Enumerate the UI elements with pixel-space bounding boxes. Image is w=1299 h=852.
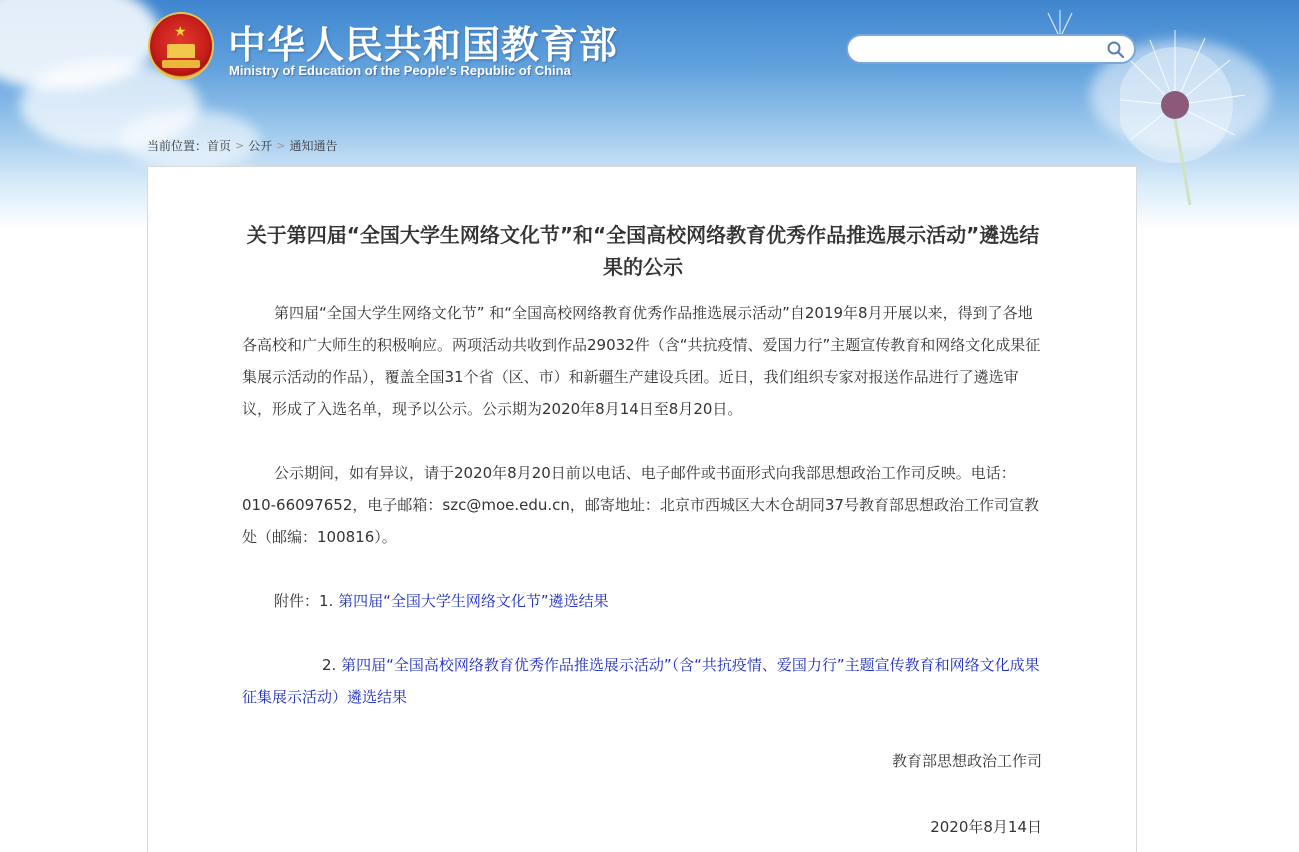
attachment-label: 附件：1. bbox=[274, 592, 339, 610]
breadcrumb-notices[interactable]: 通知通告 bbox=[289, 139, 338, 153]
attachment-1-link[interactable]: 第四届“全国大学生网络文化节”遴选结果 bbox=[338, 592, 609, 610]
breadcrumb-label: 当前位置： bbox=[147, 139, 208, 153]
attachment-2-link[interactable]: 第四届“全国高校网络教育优秀作品推选展示活动”（含“共抗疫情、爱国力行”主题宣传教育和网络文化成果征集展示活动）遴选结果 bbox=[242, 656, 1040, 706]
emblem-base bbox=[162, 60, 200, 68]
national-emblem-icon bbox=[150, 14, 212, 78]
search-box[interactable] bbox=[846, 34, 1136, 64]
attachment-2-line bbox=[242, 649, 1042, 713]
article-date: 2020年8月14日 bbox=[930, 818, 1042, 836]
search-icon[interactable] bbox=[1106, 40, 1126, 60]
article-title: 关于第四届“全国大学生网络文化节”和“全国高校网络教育优秀作品推选展示活动”遴选结果的公示 bbox=[246, 223, 1040, 279]
gate-icon bbox=[167, 44, 195, 58]
article-paragraph-2: 公示期间，如有异议，请于2020年8月20日前以电话、电子邮件或书面形式向我部思想政治工作司反映。电话：010-66097652，电子邮箱：szc@moe.edu.cn，邮寄地址：北京市西城区大木仓胡同37号教育部思想政治工作司宣教处（邮编：100816）。 bbox=[242, 464, 1039, 546]
article-panel bbox=[147, 166, 1137, 852]
dandelion-decoration bbox=[1120, 20, 1270, 210]
site-title-cn: 中华人民共和国教育部 bbox=[228, 23, 619, 67]
attachment-2-number: 2. bbox=[322, 656, 342, 674]
site-title-en: Ministry of Education of the People's Republic of China bbox=[229, 63, 571, 78]
article-paragraph-1: 第四届“全国大学生网络文化节” 和“全国高校网络教育优秀作品推选展示活动”自2019年8月开展以来，得到了各地各高校和广大师生的积极响应。两项活动共收到作品29032件（含“共抗疫情、爱国力行”主题宣传教育和网络文化成果征集展示活动的作品），覆盖全国31个省（区、市）和新疆生产建设兵团。近日，我们组织专家对报送作品进行了遴选审议，形成了入选名单，现予以公示。公示期为2020年8月14日至8月20日。 bbox=[242, 304, 1041, 418]
breadcrumb-public[interactable]: 公开 bbox=[248, 139, 273, 153]
attachment-1-line bbox=[242, 585, 1042, 617]
breadcrumb-home[interactable]: 首页 bbox=[207, 139, 232, 153]
search-input[interactable] bbox=[860, 36, 1110, 62]
breadcrumb bbox=[147, 137, 338, 154]
chevron-right-icon: > bbox=[276, 139, 286, 152]
star-icon: ★ bbox=[174, 24, 187, 40]
chevron-right-icon: > bbox=[235, 139, 245, 152]
signature: 教育部思想政治工作司 bbox=[891, 752, 1042, 770]
